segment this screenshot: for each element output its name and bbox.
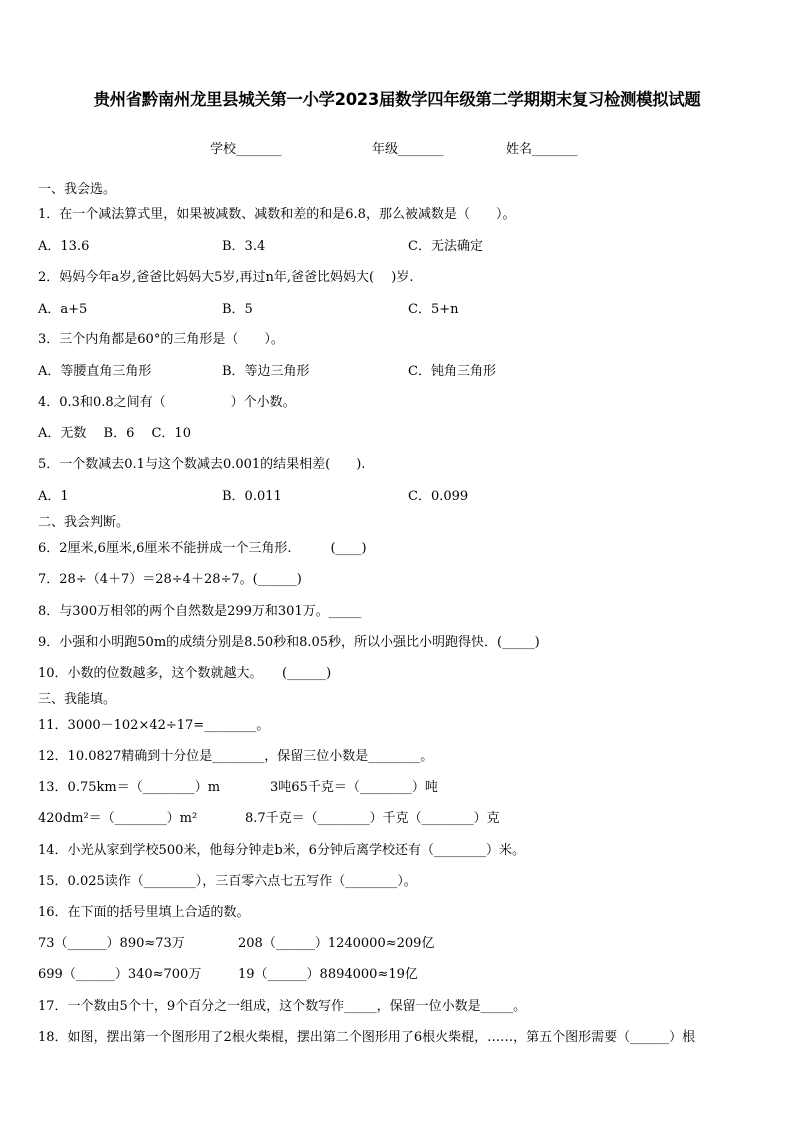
grade-field: 年级_______ [372,142,444,157]
question-15: 15．0.025读作（________），三百零六点七五写作（________）。 [38,874,417,889]
question-16: 16．在下面的括号里填上合适的数。 [38,905,250,920]
question-16d: 19（______）8894000≈19亿 [238,967,418,982]
section-heading-choose: 一、我会选。 [38,182,117,197]
name-field: 姓名_______ [506,142,578,157]
q3-option-a: A．等腰直角三角形 [38,364,152,379]
section-heading-judge: 二、我会判断。 [38,515,130,530]
q5-option-c: C．0.099 [408,489,469,504]
q1-option-a: A．13.6 [38,239,90,254]
question-13d: 8.7千克＝（________）千克（________）克 [245,811,500,826]
question-7: 7．28÷（4＋7）＝28÷4＋28÷7。(______) [38,572,302,587]
question-3: 3．三个内角都是60°的三角形是（ ）。 [38,332,284,347]
q2-option-b: B．5 [222,302,253,317]
question-10: 10．小数的位数越多，这个数就越大。 (______) [38,666,332,681]
question-9: 9．小强和小明跑50m的成绩分别是8.50秒和8.05秒，所以小强比小明跑得快．(_____) [38,635,540,650]
q2-option-a: A．a+5 [38,302,88,317]
school-field: 学校_______ [210,142,282,157]
q1-option-b: B．3.4 [222,239,266,254]
question-14: 14．小光从家到学校500米，他每分钟走b米，6分钟后离学校还有（________）米。 [38,843,525,858]
question-17: 17．一个数由5个十，9个百分之一组成，这个数写作_____，保留一位小数是_____。 [38,999,527,1014]
question-8: 8．与300万相邻的两个自然数是299万和301万。_____ [38,604,362,619]
section-heading-fill: 三、我能填。 [38,692,117,707]
q4-options: A．无数 B．6 C．10 [38,426,191,441]
q1-option-c: C．无法确定 [408,239,483,254]
page-title: 贵州省黔南州龙里县城关第一小学2023届数学四年级第二学期期末复习检测模拟试题 [93,90,701,109]
q5-option-b: B．0.011 [222,489,282,504]
q2-option-c: C．5+n [408,302,459,317]
question-16a: 73（______）890≈73万 [38,936,185,951]
question-16b: 208（______）1240000≈209亿 [238,936,435,951]
question-12: 12．10.0827精确到十分位是________，保留三位小数是________。 [38,749,434,764]
question-5: 5．一个数减去0.1与这个数减去0.001的结果相差( ). [38,457,366,472]
q5-option-a: A．1 [38,489,69,504]
question-4: 4．0.3和0.8之间有（ ）个小数。 [38,395,296,410]
question-16c: 699（______）340≈700万 [38,967,202,982]
q3-option-b: B．等边三角形 [222,364,310,379]
question-11: 11．3000－102×42÷17=________。 [38,718,270,733]
question-2: 2．妈妈今年a岁,爸爸比妈妈大5岁,再过n年,爸爸比妈妈大( )岁. [38,270,414,285]
q3-option-c: C．钝角三角形 [408,364,496,379]
question-1: 1．在一个减法算式里，如果被减数、减数和差的和是6.8，那么被减数是（ ）。 [38,207,516,222]
question-13b: 3吨65千克＝（________）吨 [270,780,438,795]
question-18: 18．如图，摆出第一个图形用了2根火柴棍，摆出第二个图形用了6根火柴棍，……，第五个图形需要（______）根 [38,1030,696,1045]
question-13c: 420dm²＝（________）m² [38,811,198,826]
question-13a: 13．0.75km＝（________）m [38,780,221,795]
question-6: 6．2厘米,6厘米,6厘米不能拼成一个三角形. (____) [38,541,367,556]
